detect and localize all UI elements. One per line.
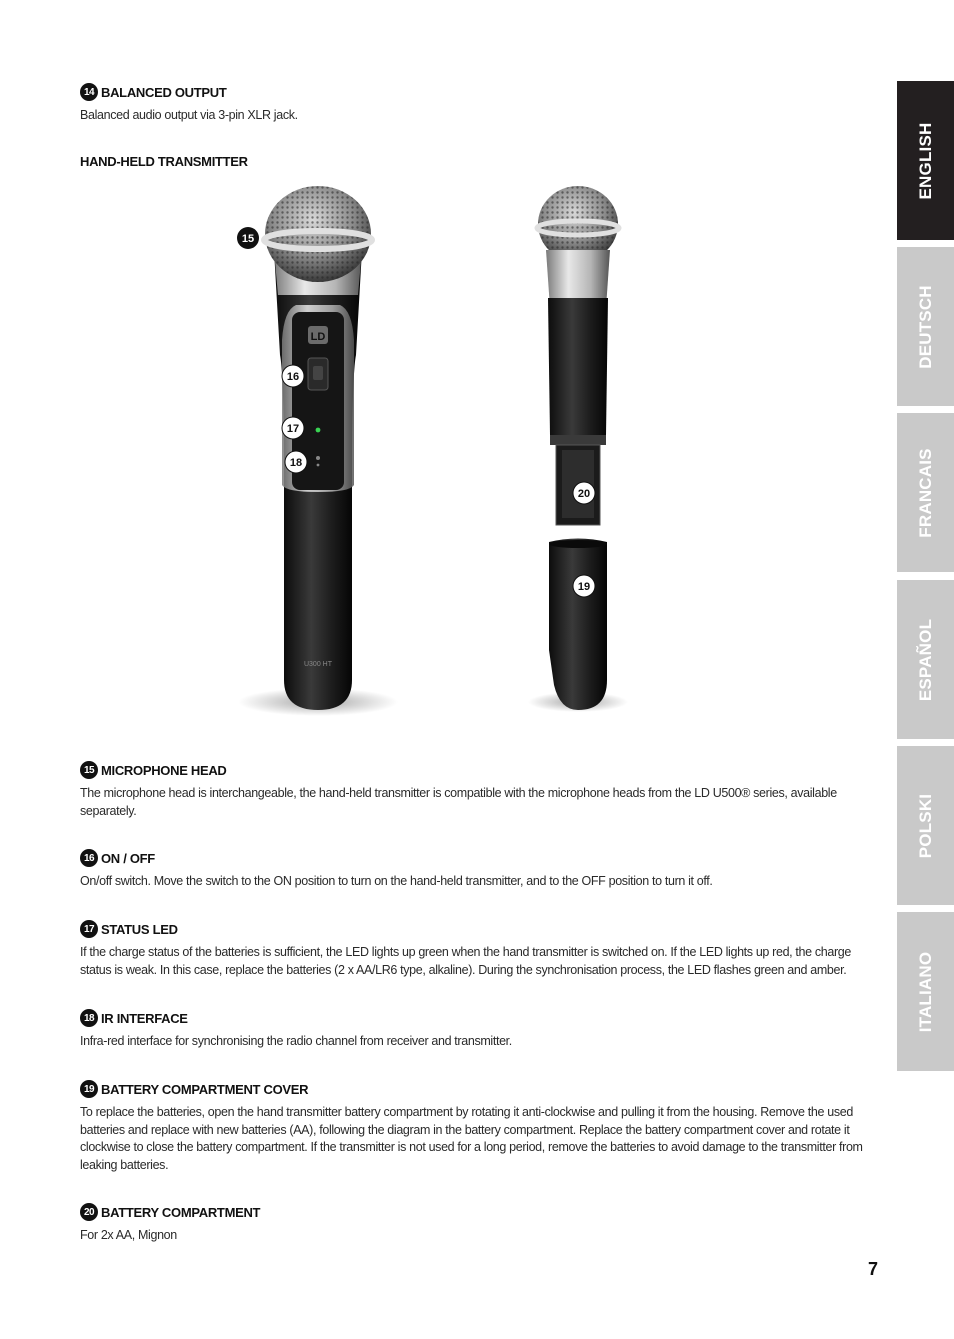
svg-text:16: 16 [286, 371, 300, 383]
section-microphone-head [80, 761, 870, 820]
brand-logo: LD [310, 331, 326, 343]
item-number-badge: 17 [80, 920, 98, 938]
section-heading [80, 1203, 870, 1221]
item-number-badge: 14 [80, 83, 98, 101]
section-title: IR INTERFACE [101, 1010, 188, 1026]
tab-espanol[interactable] [897, 580, 954, 739]
section-title: ON / OFF [101, 850, 155, 866]
tab-label: ITALIANO [915, 951, 935, 1032]
section-status-led [80, 920, 870, 979]
svg-text:17: 17 [286, 423, 300, 435]
section-heading [80, 761, 870, 779]
svg-text:19: 19 [577, 581, 591, 593]
section-title: BALANCED OUTPUT [101, 84, 227, 100]
tab-label: ENGLISH [915, 122, 935, 199]
page-number: 7 [868, 1259, 879, 1279]
tab-label: ESPAÑOL [915, 618, 935, 701]
section-text: Infra-red interface for synchronising the radio channel from receiver and transmitter. [80, 1034, 512, 1048]
tab-label: FRANCAIS [915, 447, 935, 538]
tab-label: POLSKI [915, 793, 935, 858]
section-battery-compartment [80, 1203, 870, 1245]
item-number-badge: 19 [80, 1080, 98, 1098]
section-text: The microphone head is interchangeable, the hand-held transmitter is compatible with the microphone heads from the LD U500® series, available separately. [80, 786, 837, 818]
callout-15 [237, 227, 259, 249]
section-text: On/off switch. Move the switch to the ON position to turn on the hand-held transmitter, and to the OFF position to turn it off. [80, 874, 713, 888]
section-title: MICROPHONE HEAD [101, 762, 227, 778]
item-number-badge: 18 [80, 1009, 98, 1027]
section-balanced-output [80, 83, 870, 125]
tab-deutsch[interactable] [897, 247, 954, 406]
callout-16 [282, 365, 304, 387]
ir-interface [316, 456, 320, 460]
section-text: For 2x AA, Mignon [80, 1228, 177, 1242]
tab-francais[interactable] [897, 413, 954, 572]
item-number-badge: 20 [80, 1203, 98, 1221]
section-ir-interface [80, 1009, 870, 1051]
section-title: HAND-HELD TRANSMITTER [80, 153, 248, 169]
item-number-badge: 15 [80, 761, 98, 779]
tab-italiano[interactable] [897, 912, 954, 1071]
section-text: To replace the batteries, open the hand transmitter battery compartment by rotating it anti-clockwise and pulling it from the housing. Remove the used batteries and replace with new batteries (AA), following the diagram in the battery compartment. Replace the battery compartment cover and rotate it clockwise to close the battery compartment. If the transmitter is not used for a long period, remove the batteries to avoid damage to the transmitter from leaking batteries. [80, 1105, 863, 1172]
transmitter-illustration [220, 180, 660, 725]
section-heading [80, 83, 870, 101]
tab-english[interactable] [897, 81, 954, 240]
section-on-off [80, 849, 870, 891]
svg-text:18: 18 [289, 457, 303, 469]
callout-19 [573, 575, 595, 597]
item-number-badge: 16 [80, 849, 98, 867]
battery-cover [549, 539, 607, 711]
section-title: STATUS LED [101, 921, 178, 937]
callout-20 [573, 482, 595, 504]
tab-label: DEUTSCH [915, 284, 935, 369]
handle-body [284, 480, 352, 710]
section-hand-held-transmitter [80, 152, 870, 170]
section-heading [80, 152, 870, 170]
status-led [316, 428, 321, 433]
svg-text:15: 15 [241, 233, 255, 245]
svg-text:20: 20 [577, 488, 591, 500]
section-heading [80, 1009, 870, 1027]
section-heading [80, 849, 870, 867]
section-text: Balanced audio output via 3-pin XLR jack. [80, 108, 298, 122]
microphone-diagram [220, 180, 660, 725]
callout-17 [282, 417, 304, 439]
tab-polski[interactable] [897, 746, 954, 905]
section-heading [80, 1080, 870, 1098]
callout-18 [285, 451, 307, 473]
section-battery-compartment-cover [80, 1080, 870, 1174]
section-text: If the charge status of the batteries is sufficient, the LED lights up green when the hand transmitter is switched on. If the LED lights up red, the charge status is weak. In this case, replace the batteries (2 x AA/LR6 type, alkaline). During the synchronisation process, the LED flashes green and amber. [80, 945, 851, 977]
section-heading [80, 920, 870, 938]
section-title: BATTERY COMPARTMENT [101, 1204, 261, 1220]
model-label: U300 HT [303, 661, 333, 668]
section-title: BATTERY COMPARTMENT COVER [101, 1081, 309, 1097]
